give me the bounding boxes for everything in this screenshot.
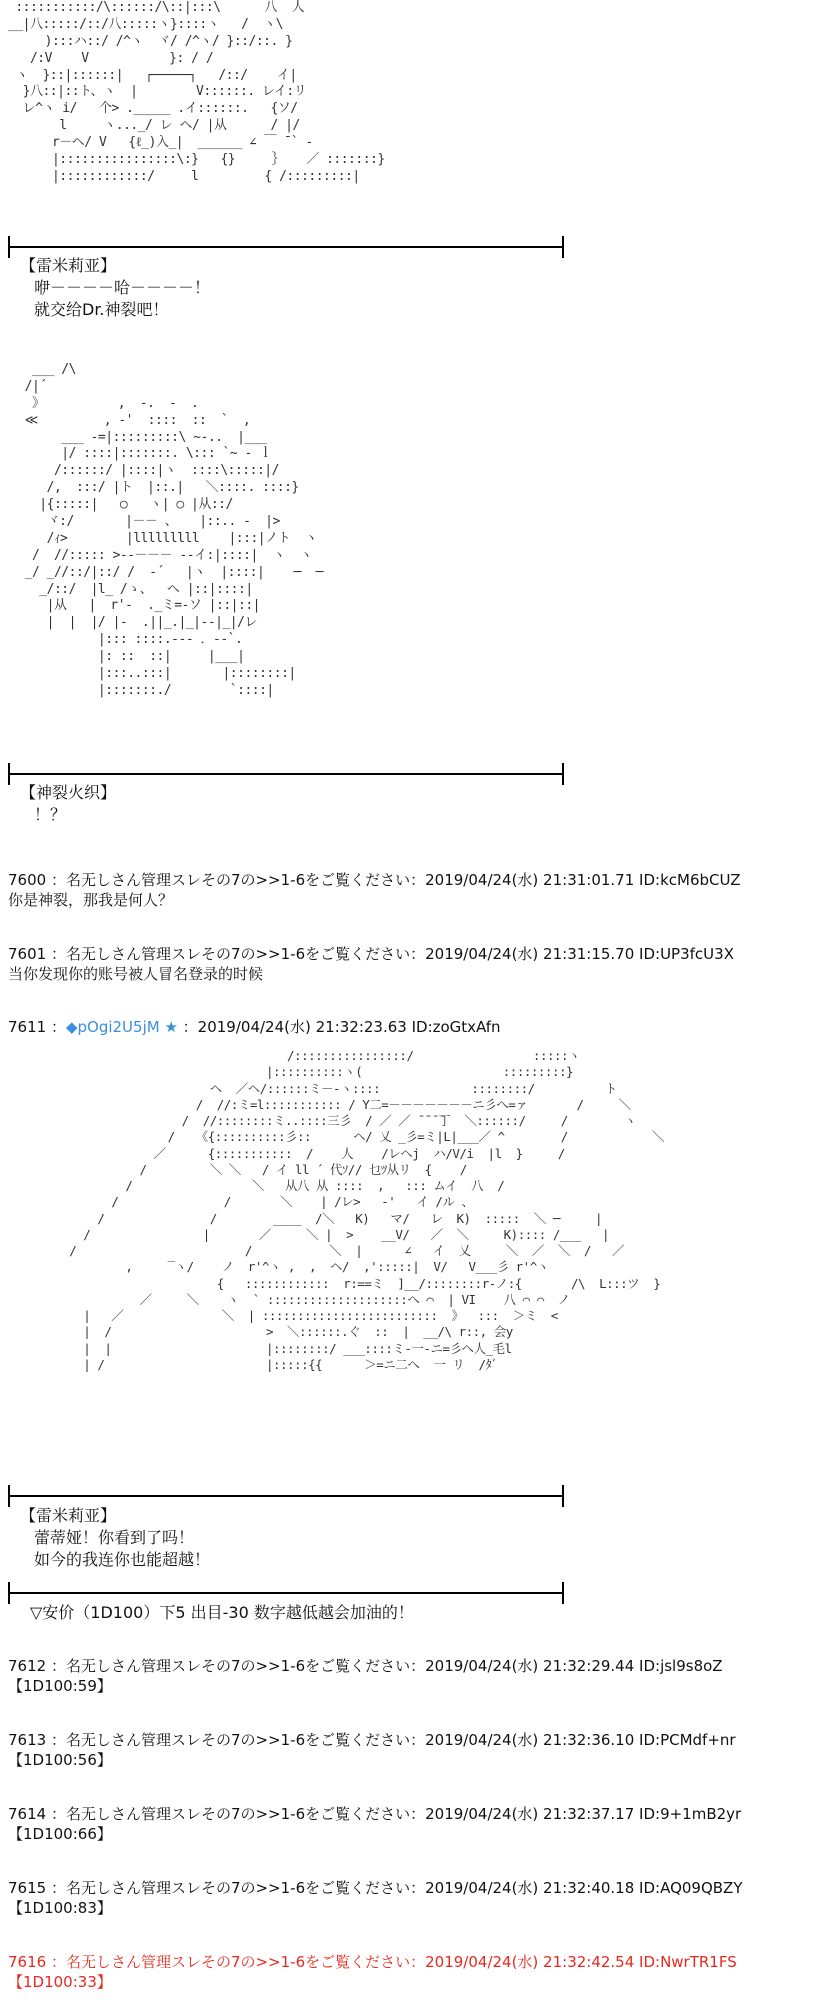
dialogue-line: ！？ (34, 805, 67, 824)
dialogue-line: 就交给Dr.神裂吧！ (34, 300, 169, 319)
ascii-art-kanzaki: ___ /\ /|´ 》 , -. - . ≪ , -' :::: :: ` , ___ -=|:::::::::\ ~-.. |___ |/ ::::|:::::::. \::: `~ - ｌ /::::::/ |::::|ヽ ::::\:::::|/ /, :::/ |ト |::.| ＼::::. ::::} |{:::::| ○ ヽ| ○ |从::/ ヾ:/ |－－ 、 |::.. - |> /ｨ> |lllllllll |:::|ノト ヽ / //::::: >-‐－－－ ‐‐イ:|::::| ヽ ヽ _/ _//::/|::/ / ‐´ |ヽ |::::| ─ ─ _/::/ |l_ /ゝ、 ヘ |::|::::| |从 | r'- ._ミ=-ソ |::|::| | | |/ |- .||_.|_|‐-|_|/レ |::: ::::.--- ．--`. |: :: ::| |___| |:::..:::| |::::::::| |:::::::./ `::::| (24, 362, 323, 698)
dialogue-line: 蕾蒂娅！你看到了吗！ (34, 1528, 195, 1547)
post-7613 (8, 1730, 736, 1770)
post-7615 (8, 1878, 743, 1918)
post-header: 7616 ：名无しさん管理スレその7の>>1-6をご覧ください：2019/04/24(水) 21:32:42.54 ID:NwrTR1FS (8, 1953, 737, 1971)
speaker-label: 【雷米莉亚】 (20, 1506, 117, 1525)
speaker-label: 【神裂火织】 (20, 783, 117, 802)
post-7612 (8, 1656, 723, 1696)
roll-instruction: ▽安价（1D100）下5 出目-30 数字越低越会加油的！ (30, 1603, 414, 1622)
dialogue-line: 咿－－－－哈－－－－！ (34, 278, 211, 297)
post-7611 (8, 1017, 501, 1037)
section-divider (8, 1485, 564, 1507)
post-body: 【1D100:33】 (8, 1973, 112, 1991)
post-7600 (8, 870, 740, 910)
post-7614 (8, 1804, 741, 1844)
post-body: 【1D100:59】 (8, 1677, 112, 1695)
post-body: 【1D100:83】 (8, 1899, 112, 1917)
post-header: 7613 ：名无しさん管理スレその7の>>1-6をご覧ください：2019/04/24(水) 21:32:36.10 ID:PCMdf+nr (8, 1731, 736, 1749)
dialogue-block-remilia-2 (20, 1505, 210, 1571)
post-7601 (8, 944, 734, 984)
ascii-art-remilia-top: :::::::::::/\::::::/\::|:::\ 八 人 __|八:::::/::/八:::::ヽ}::::ヽ / ヽ\ ):::ハ::/ /^ヽ ヾ/ /^ヽ/ }::/::. } /:V V }: / / ヽ }::|::::::| ┌─────┐ /::/ イ| }八::|::ト、ヽ | V::::::. レイ:リ レ^ヽ i/ 个> ._____ .イ::::::. {ソ/ l ヽ..._/ レ ヘ/ |从 / |/ r－ヘ/ V {ℓ_)入_| ______ ∠ ￣ ̄ ` ‐ |::::::::::::::::\:} {} ｝ ／ :::::::} |::::::::::::/ l { /:::::::::| (8, 0, 385, 184)
post-body: 你是神裂，那我是何人？ (8, 891, 174, 909)
author-trip-link[interactable]: ◆pOgi2U5jM ★ (65, 1018, 178, 1036)
post-body: 【1D100:56】 (8, 1751, 112, 1769)
dialogue-block-kanzaki (20, 782, 116, 826)
dialogue-line: 如今的我连你也能超越！ (34, 1550, 211, 1569)
post-header: 7615 ：名无しさん管理スレその7の>>1-6をご覧ください：2019/04/24(水) 21:32:40.18 ID:AQ09QBZY (8, 1879, 743, 1897)
post-number: 7611 ： (8, 1018, 66, 1036)
post-header: 7600 ：名无しさん管理スレその7の>>1-6をご覧ください：2019/04/24(水) 21:31:01.71 ID:kcM6bCUZ (8, 871, 741, 889)
post-7616 (8, 1952, 737, 1992)
post-meta: ：2019/04/24(水) 21:32:23.63 ID:zoGtxAfn (177, 1018, 501, 1036)
post-body: 【1D100:66】 (8, 1825, 112, 1843)
post-header: 7601 ：名无しさん管理スレその7の>>1-6をご覧ください：2019/04/24(水) 21:31:15.70 ID:UP3fcU3X (8, 945, 734, 963)
post-header: 7614 ：名无しさん管理スレその7の>>1-6をご覧ください：2019/04/24(水) 21:32:37.17 ID:9+1mB2yr (8, 1805, 742, 1823)
post-body: 当你发现你的账号被人冒名登录的时候 (8, 965, 264, 983)
post-header (8, 1017, 501, 1037)
speaker-label: 【雷米莉亚】 (20, 256, 117, 275)
post-header: 7612 ：名无しさん管理スレその7の>>1-6をご覧ください：2019/04/24(水) 21:32:29.44 ID:jsl9s8oZ (8, 1657, 723, 1675)
ascii-art-winged-remilia: /::::::::::::::::/ :::::ヽ |::::::::::ヽ( :::::::::} ヘ ／ヘ/::::::ミ－-ヽ:::: ::::::::/ ト / //:ミ=l::::::::::: / Y二=－－－－－－－ニ彡へ=ァ / ＼ / //::::::::ミ..::::三彡 / ／ ／ ̄ ̄ ̄ ̄丁 ＼::::::/ / ヽ / 《{::::::::::彡:: ヘ/ 乂 _彡=ミ|L|___／ ^ / ＼ ／ {::::::::::: / 人 /レヘj ハ/V/i |l } / / ＼ ＼ / イ ll ´ 代ｿ// 乜ﾂ从リ { / / ＼ 从八 从 :::: , ::: ムイ 八 / / / ＼ | /レ> -' イ /ル 、 / / ____ /＼ K) マ/ レ K) ::::: ＼ ─ | / | ／ ＼ | > __V/ ／ ＼ K):::: /___ | / / ＼ | ∠ イ 乂 ＼ ／ ＼ / ／ , ‾ヽ/ ノ r'^ヽ , , ヘ/ ,':::::| V/ V___彡 r'^ヽ { :::::::::::: r:==ミ ]__/::::::::r-ノ:{ /\ L:::ツ } ／ ＼ ヽ ` ::::::::::::::::::::へ ⌒ | VI 八 ⌒ ⌒ ノ | ／ ＼ | ::::::::::::::::::::::::: 》 ::: ＞ミ < | / > ＼::::::.ぐ :: | __/\ r::, 会y | | |::::::::/ ___::::ミ-一-ニ=彡へ人_毛l | / |:::::{{ ＞=ニ二へ 一 リ /ﾀﾞ (69, 1048, 665, 1372)
dialogue-block-remilia-1 (20, 255, 210, 321)
